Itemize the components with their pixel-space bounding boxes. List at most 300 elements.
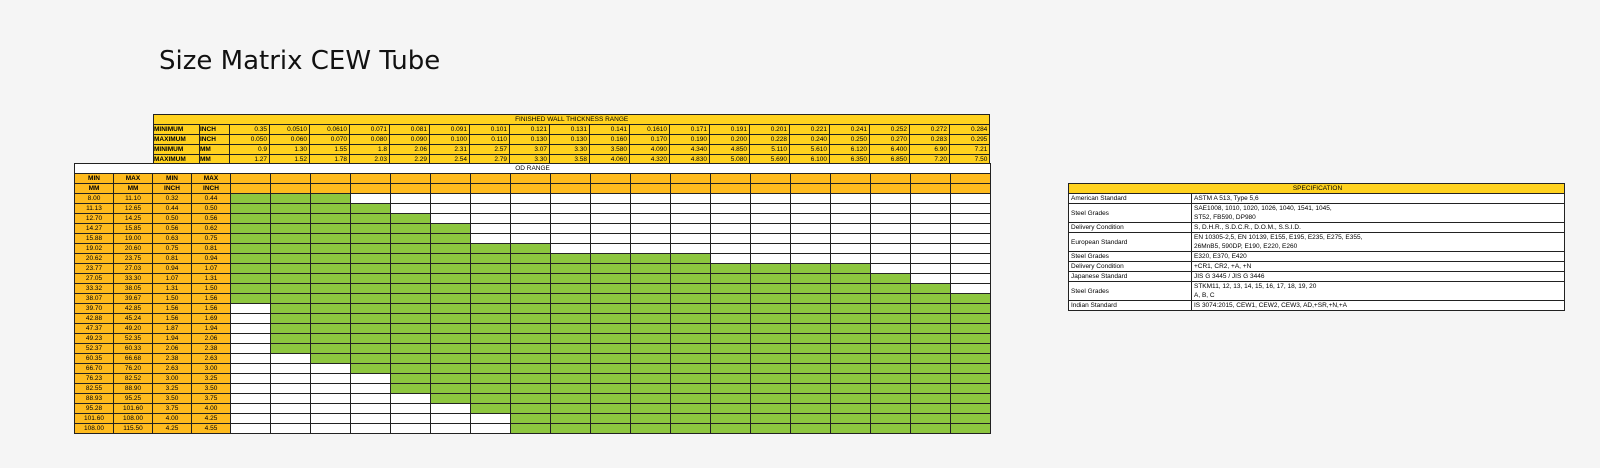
od-value: 49.23	[75, 334, 114, 344]
table-row	[75, 214, 991, 224]
wall-value: 0.228	[750, 135, 790, 145]
od-value: 27.05	[75, 274, 114, 284]
spec-label: Steel Grades	[1069, 252, 1192, 262]
matrix-header-cell	[311, 174, 351, 184]
od-value: 0.32	[153, 194, 192, 204]
available-size-cell	[631, 424, 671, 434]
wall-row-unit: MM	[200, 145, 230, 155]
wall-value: 0.090	[390, 135, 430, 145]
matrix-header-cell	[831, 174, 871, 184]
wall-value: 0.160	[590, 135, 630, 145]
available-size-cell	[431, 274, 471, 284]
unavailable-size-cell	[631, 234, 671, 244]
unavailable-size-cell	[631, 214, 671, 224]
wall-value: 4.060	[590, 155, 630, 165]
available-size-cell	[551, 284, 591, 294]
spec-value: ASTM A 513, Type 5,6	[1192, 194, 1565, 204]
available-size-cell	[551, 354, 591, 364]
available-size-cell	[351, 234, 391, 244]
available-size-cell	[271, 334, 311, 344]
od-value: 1.07	[153, 274, 192, 284]
available-size-cell	[791, 314, 831, 324]
wall-value: 3.30	[550, 145, 590, 155]
unavailable-size-cell	[231, 404, 271, 414]
available-size-cell	[271, 294, 311, 304]
matrix-header-cell	[671, 184, 711, 194]
od-value: 1.50	[153, 294, 192, 304]
od-value: 0.44	[153, 204, 192, 214]
available-size-cell	[511, 424, 551, 434]
unavailable-size-cell	[431, 214, 471, 224]
wall-value: 0.1610	[630, 125, 670, 135]
available-size-cell	[911, 344, 951, 354]
available-size-cell	[951, 364, 991, 374]
matrix-header-cell	[391, 184, 431, 194]
wall-value: 4.340	[670, 145, 710, 155]
available-size-cell	[711, 344, 751, 354]
wall-value: 0.131	[550, 125, 590, 135]
available-size-cell	[471, 254, 511, 264]
od-header: MAX	[192, 174, 231, 184]
table-row	[75, 224, 991, 234]
available-size-cell	[751, 404, 791, 414]
available-size-cell	[551, 344, 591, 354]
available-size-cell	[791, 404, 831, 414]
available-size-cell	[551, 294, 591, 304]
wall-thickness-table	[153, 114, 990, 165]
available-size-cell	[391, 314, 431, 324]
available-size-cell	[951, 324, 991, 334]
available-size-cell	[311, 334, 351, 344]
available-size-cell	[431, 294, 471, 304]
available-size-cell	[391, 364, 431, 374]
available-size-cell	[551, 274, 591, 284]
available-size-cell	[951, 354, 991, 364]
available-size-cell	[671, 254, 711, 264]
od-value: 1.94	[192, 324, 231, 334]
available-size-cell	[831, 384, 871, 394]
available-size-cell	[671, 424, 711, 434]
wall-value: 1.8	[350, 145, 390, 155]
available-size-cell	[591, 284, 631, 294]
od-value: 14.25	[114, 214, 153, 224]
od-unit-header: INCH	[153, 184, 192, 194]
unavailable-size-cell	[231, 354, 271, 364]
wall-value: 2.31	[430, 145, 470, 155]
available-size-cell	[751, 274, 791, 284]
wall-value: 1.30	[270, 145, 310, 155]
od-value: 1.56	[192, 294, 231, 304]
wall-value: 6.850	[870, 155, 910, 165]
table-row	[75, 194, 991, 204]
matrix-header-cell	[791, 174, 831, 184]
available-size-cell	[351, 304, 391, 314]
unavailable-size-cell	[231, 424, 271, 434]
unavailable-size-cell	[271, 384, 311, 394]
spec-value: STKM11, 12, 13, 14, 15, 16, 17, 18, 19, 20 A, B, C	[1192, 282, 1565, 301]
available-size-cell	[631, 254, 671, 264]
od-value: 101.60	[114, 404, 153, 414]
available-size-cell	[951, 304, 991, 314]
od-value: 2.38	[192, 344, 231, 354]
unavailable-size-cell	[391, 404, 431, 414]
wall-value: 0.080	[350, 135, 390, 145]
available-size-cell	[791, 294, 831, 304]
matrix-header-cell	[231, 174, 271, 184]
available-size-cell	[751, 294, 791, 304]
available-size-cell	[671, 374, 711, 384]
unavailable-size-cell	[231, 344, 271, 354]
available-size-cell	[231, 204, 271, 214]
spec-label: American Standard	[1069, 194, 1192, 204]
matrix-header-cell	[231, 184, 271, 194]
spec-value: EN 10305-2,5, EN 10139, E155, E195, E235, E275, E355, 26MnB5, 590DP, E190, E220, E260	[1192, 233, 1565, 252]
od-value: 0.44	[192, 194, 231, 204]
od-value: 0.75	[153, 244, 192, 254]
matrix-header-cell	[271, 174, 311, 184]
matrix-header-cell	[591, 184, 631, 194]
available-size-cell	[831, 294, 871, 304]
available-size-cell	[511, 384, 551, 394]
od-value: 52.37	[75, 344, 114, 354]
spec-row	[1069, 301, 1565, 311]
wall-value: 0.190	[670, 135, 710, 145]
available-size-cell	[311, 324, 351, 334]
available-size-cell	[271, 234, 311, 244]
specification-table	[1068, 183, 1565, 311]
available-size-cell	[671, 304, 711, 314]
available-size-cell	[231, 284, 271, 294]
unavailable-size-cell	[951, 214, 991, 224]
od-value: 82.55	[75, 384, 114, 394]
od-value: 0.75	[192, 234, 231, 244]
od-value: 3.75	[153, 404, 192, 414]
size-matrix-table	[74, 163, 991, 434]
available-size-cell	[391, 334, 431, 344]
available-size-cell	[791, 424, 831, 434]
unavailable-size-cell	[751, 254, 791, 264]
available-size-cell	[391, 354, 431, 364]
wall-value: 0.35	[230, 125, 270, 135]
spec-row	[1069, 272, 1565, 282]
od-value: 1.94	[153, 334, 192, 344]
wall-value: 5.080	[710, 155, 750, 165]
unavailable-size-cell	[471, 194, 511, 204]
unavailable-size-cell	[311, 424, 351, 434]
wall-value: 6.120	[830, 145, 870, 155]
available-size-cell	[231, 244, 271, 254]
available-size-cell	[351, 214, 391, 224]
available-size-cell	[311, 244, 351, 254]
available-size-cell	[791, 264, 831, 274]
wall-value: 0.070	[310, 135, 350, 145]
matrix-header-cell	[591, 174, 631, 184]
available-size-cell	[231, 294, 271, 304]
available-size-cell	[311, 304, 351, 314]
available-size-cell	[471, 304, 511, 314]
available-size-cell	[711, 394, 751, 404]
available-size-cell	[911, 294, 951, 304]
od-unit-header: INCH	[192, 184, 231, 194]
available-size-cell	[711, 414, 751, 424]
available-size-cell	[631, 354, 671, 364]
spec-row	[1069, 262, 1565, 272]
available-size-cell	[751, 374, 791, 384]
unavailable-size-cell	[231, 334, 271, 344]
unavailable-size-cell	[871, 204, 911, 214]
matrix-header-cell	[911, 174, 951, 184]
available-size-cell	[471, 294, 511, 304]
available-size-cell	[311, 274, 351, 284]
unavailable-size-cell	[271, 354, 311, 364]
available-size-cell	[591, 414, 631, 424]
available-size-cell	[511, 324, 551, 334]
od-value: 4.00	[192, 404, 231, 414]
unavailable-size-cell	[871, 224, 911, 234]
available-size-cell	[751, 264, 791, 274]
table-row	[75, 364, 991, 374]
available-size-cell	[311, 254, 351, 264]
table-row	[75, 304, 991, 314]
od-value: 3.50	[153, 394, 192, 404]
matrix-header-cell	[751, 184, 791, 194]
available-size-cell	[431, 234, 471, 244]
available-size-cell	[951, 414, 991, 424]
unavailable-size-cell	[471, 424, 511, 434]
od-value: 1.31	[153, 284, 192, 294]
unavailable-size-cell	[231, 324, 271, 334]
available-size-cell	[271, 344, 311, 354]
available-size-cell	[871, 334, 911, 344]
od-value: 45.24	[114, 314, 153, 324]
unavailable-size-cell	[791, 214, 831, 224]
matrix-header-cell	[671, 174, 711, 184]
available-size-cell	[791, 304, 831, 314]
available-size-cell	[871, 294, 911, 304]
available-size-cell	[511, 284, 551, 294]
available-size-cell	[911, 284, 951, 294]
spec-label: Steel Grades	[1069, 282, 1192, 301]
available-size-cell	[751, 284, 791, 294]
unavailable-size-cell	[391, 394, 431, 404]
unavailable-size-cell	[711, 224, 751, 234]
unavailable-size-cell	[791, 254, 831, 264]
unavailable-size-cell	[751, 194, 791, 204]
available-size-cell	[431, 344, 471, 354]
available-size-cell	[591, 294, 631, 304]
available-size-cell	[311, 354, 351, 364]
unavailable-size-cell	[311, 364, 351, 374]
available-size-cell	[551, 394, 591, 404]
available-size-cell	[911, 384, 951, 394]
available-size-cell	[591, 344, 631, 354]
unavailable-size-cell	[631, 244, 671, 254]
matrix-header-cell	[711, 184, 751, 194]
unavailable-size-cell	[951, 244, 991, 254]
available-size-cell	[271, 214, 311, 224]
available-size-cell	[631, 284, 671, 294]
wall-value: 1.55	[310, 145, 350, 155]
unavailable-size-cell	[831, 234, 871, 244]
available-size-cell	[831, 374, 871, 384]
available-size-cell	[271, 194, 311, 204]
unavailable-size-cell	[231, 374, 271, 384]
available-size-cell	[791, 324, 831, 334]
available-size-cell	[751, 424, 791, 434]
table-row	[75, 274, 991, 284]
wall-value: 0.071	[350, 125, 390, 135]
wall-heading: FINISHED WALL THICKNESS RANGE	[154, 115, 990, 125]
wall-value: 0.130	[550, 135, 590, 145]
available-size-cell	[871, 404, 911, 414]
od-value: 8.00	[75, 194, 114, 204]
table-row	[75, 384, 991, 394]
od-value: 0.56	[153, 224, 192, 234]
wall-value: 0.200	[710, 135, 750, 145]
available-size-cell	[671, 344, 711, 354]
available-size-cell	[231, 254, 271, 264]
unavailable-size-cell	[231, 384, 271, 394]
unavailable-size-cell	[671, 214, 711, 224]
wall-value: 0.100	[430, 135, 470, 145]
available-size-cell	[511, 294, 551, 304]
available-size-cell	[911, 354, 951, 364]
wall-value: 5.610	[790, 145, 830, 155]
available-size-cell	[391, 324, 431, 334]
od-value: 2.38	[153, 354, 192, 364]
available-size-cell	[231, 234, 271, 244]
available-size-cell	[911, 414, 951, 424]
unavailable-size-cell	[791, 224, 831, 234]
available-size-cell	[351, 224, 391, 234]
wall-value: 0.250	[830, 135, 870, 145]
spec-row	[1069, 233, 1565, 252]
wall-value: 2.29	[390, 155, 430, 165]
available-size-cell	[791, 334, 831, 344]
wall-value: 0.252	[870, 125, 910, 135]
available-size-cell	[551, 364, 591, 374]
unavailable-size-cell	[391, 424, 431, 434]
available-size-cell	[871, 414, 911, 424]
available-size-cell	[671, 354, 711, 364]
unavailable-size-cell	[591, 224, 631, 234]
wall-value: 0.201	[750, 125, 790, 135]
od-value: 23.77	[75, 264, 114, 274]
od-value: 38.05	[114, 284, 153, 294]
available-size-cell	[751, 314, 791, 324]
wall-value: 0.284	[950, 125, 990, 135]
unavailable-size-cell	[911, 204, 951, 214]
od-value: 0.50	[153, 214, 192, 224]
available-size-cell	[911, 374, 951, 384]
od-value: 39.70	[75, 304, 114, 314]
available-size-cell	[671, 284, 711, 294]
unavailable-size-cell	[511, 214, 551, 224]
wall-value: 4.090	[630, 145, 670, 155]
wall-value: 0.141	[590, 125, 630, 135]
spec-row	[1069, 204, 1565, 223]
unavailable-size-cell	[231, 314, 271, 324]
od-value: 38.07	[75, 294, 114, 304]
od-value: 19.00	[114, 234, 153, 244]
unavailable-size-cell	[551, 224, 591, 234]
wall-value: 6.350	[830, 155, 870, 165]
available-size-cell	[271, 304, 311, 314]
available-size-cell	[231, 214, 271, 224]
unavailable-size-cell	[871, 214, 911, 224]
spec-label: Japanese Standard	[1069, 272, 1192, 282]
available-size-cell	[591, 304, 631, 314]
available-size-cell	[791, 284, 831, 294]
unavailable-size-cell	[831, 244, 871, 254]
available-size-cell	[231, 194, 271, 204]
available-size-cell	[791, 414, 831, 424]
matrix-header-cell	[871, 184, 911, 194]
unavailable-size-cell	[911, 224, 951, 234]
available-size-cell	[511, 244, 551, 254]
unavailable-size-cell	[871, 244, 911, 254]
available-size-cell	[911, 364, 951, 374]
wall-value: 5.690	[750, 155, 790, 165]
available-size-cell	[511, 254, 551, 264]
od-value: 95.25	[114, 394, 153, 404]
available-size-cell	[951, 374, 991, 384]
available-size-cell	[551, 374, 591, 384]
available-size-cell	[911, 324, 951, 334]
available-size-cell	[431, 304, 471, 314]
available-size-cell	[871, 324, 911, 334]
available-size-cell	[751, 324, 791, 334]
unavailable-size-cell	[431, 424, 471, 434]
available-size-cell	[631, 384, 671, 394]
available-size-cell	[791, 394, 831, 404]
unavailable-size-cell	[511, 204, 551, 214]
available-size-cell	[471, 374, 511, 384]
available-size-cell	[351, 344, 391, 354]
page-title: Size Matrix CEW Tube	[159, 46, 441, 76]
od-value: 14.27	[75, 224, 114, 234]
wall-value: 6.90	[910, 145, 950, 155]
available-size-cell	[591, 364, 631, 374]
matrix-header-cell	[551, 174, 591, 184]
available-size-cell	[871, 364, 911, 374]
available-size-cell	[671, 364, 711, 374]
available-size-cell	[391, 274, 431, 284]
spec-label: Indian Standard	[1069, 301, 1192, 311]
unavailable-size-cell	[231, 304, 271, 314]
od-value: 42.88	[75, 314, 114, 324]
wall-value: 0.272	[910, 125, 950, 135]
available-size-cell	[631, 414, 671, 424]
available-size-cell	[471, 344, 511, 354]
available-size-cell	[431, 264, 471, 274]
spec-row	[1069, 223, 1565, 233]
available-size-cell	[231, 224, 271, 234]
spec-label: Delivery Condition	[1069, 223, 1192, 233]
od-unit-header: MM	[75, 184, 114, 194]
available-size-cell	[511, 364, 551, 374]
unavailable-size-cell	[791, 234, 831, 244]
od-value: 60.35	[75, 354, 114, 364]
unavailable-size-cell	[591, 204, 631, 214]
od-range-heading: OD RANGE	[75, 164, 991, 174]
available-size-cell	[591, 384, 631, 394]
od-value: 4.00	[153, 414, 192, 424]
od-value: 42.85	[114, 304, 153, 314]
unavailable-size-cell	[311, 404, 351, 414]
available-size-cell	[831, 354, 871, 364]
od-value: 0.94	[192, 254, 231, 264]
